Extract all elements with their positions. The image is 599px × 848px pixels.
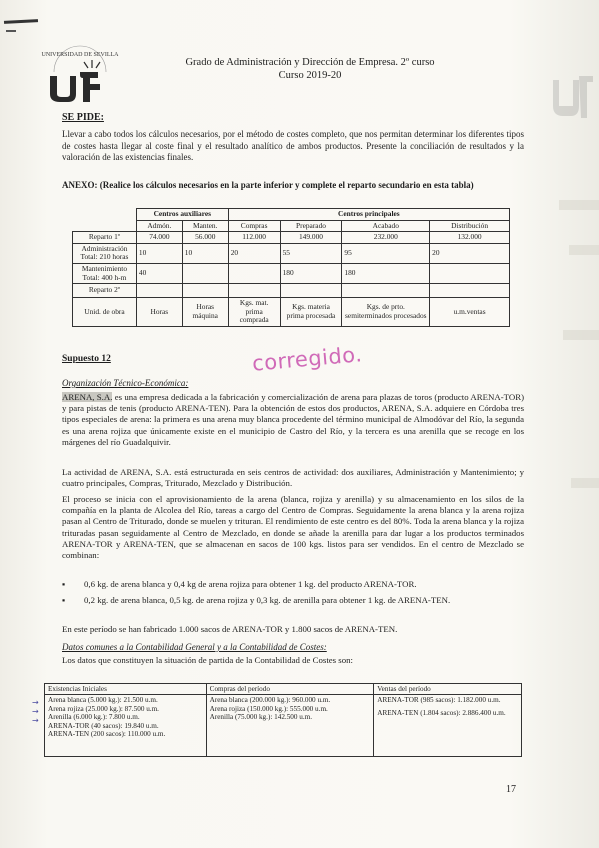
exercise-title: Supuesto 12 [62,354,111,364]
table-cell: 40 [136,263,182,283]
arrow-icon: → [32,698,39,707]
company-name-highlight: ARENA, S.A. [62,392,113,402]
list-item: ARENA-TEN (200 sacos): 110.000 u.m. [48,730,166,739]
list-item: Arenilla (6.000 kg.): 7.800 u.m. [48,713,140,722]
bleed-through-mark [569,245,599,255]
row-label: Reparto 1º [73,232,137,244]
table-cell: 132.000 [430,232,510,244]
list-item: Arena blanca (5.000 kg.): 21.500 u.m. [48,696,158,705]
handwritten-annotation: corregido. [251,342,364,376]
table-cell-initial-stocks [45,695,207,757]
table-corner [73,209,137,221]
bleed-through-mark [563,330,599,340]
table-cell: 149.000 [280,232,342,244]
instructions-paragraph: Llevar a cabo todos los cálculos necesarios, por el método de costes completo, que nos permitan determinar los diferentes tipos de costes hasta llegar al coste final y el resultado analítico de ambos productos. Presente la conciliación de resultados y la valoración de las existencias finales. [62,129,524,162]
table-cell [228,263,280,283]
university-logo [40,42,120,106]
group-header-main: Centros principales [228,209,509,221]
table-cell: 112.000 [228,232,280,244]
row-label: Unid. de obra [73,298,137,327]
table-cell-purchases [206,695,374,757]
section-heading-common-data: Datos comunes a la Contabilidad General y a la Contabilidad de Costes: [62,642,327,652]
section-heading-organization: Organización Técnico-Económica: [62,378,189,388]
table-corner [73,220,137,232]
table-cell: Kgs. de prto. semiterminados procesados [342,298,430,327]
table-cell: 56.000 [182,232,228,244]
table-header-row [45,684,522,695]
table-cell [430,284,510,298]
paragraph-data-intro: Los datos que constituyen la situación de partida de la Contabilidad de Costes son: [62,655,353,665]
logo-text: UNIVERSIDAD DE SEVILLA [41,52,119,58]
table-cell: 10 [182,243,228,263]
list-item [62,595,524,606]
table-cell [182,263,228,283]
table-row [73,284,510,298]
table-cell: 180 [342,263,430,283]
table-cell [228,284,280,298]
list-item: ARENA-TOR (985 sacos): 1.182.000 u.m. [377,696,501,705]
list-item: Arenilla (75.000 kg.): 142.500 u.m. [209,713,313,722]
initial-data-table [44,683,522,757]
column-header: Compras [228,220,280,232]
row-label: Reparto 2º [73,284,137,298]
table-cell: 74.000 [136,232,182,244]
bleed-through-mark [559,200,599,210]
paragraph-company-description [62,392,524,448]
table-row [73,263,510,283]
table-row [73,232,510,244]
column-header: Preparado [280,220,342,232]
paragraph-production: En este período se han fabricado 1.000 sacos de ARENA-TOR y 1.800 sacos de ARENA-TEN. [62,624,398,634]
column-header: Distribución [430,220,510,232]
pen-mark [4,19,38,24]
arrow-icon: → [32,707,39,716]
table-cell [280,284,342,298]
bullet-icon: ▪ [62,579,66,589]
table-cell [430,263,510,283]
header-course-title: Grado de Administración y Dirección de Empresa. 2º curso [185,57,435,68]
row-label: Mantenimiento Total: 400 h-m [73,263,137,283]
table-row [73,243,510,263]
arrow-icon: → [32,716,39,725]
column-header: Acabado [342,220,430,232]
table-cell: 95 [342,243,430,263]
section-heading-se-pide: SE PIDE: [62,112,104,123]
table-cell: 55 [280,243,342,263]
annex-heading: ANEXO: (Realice los cálculos necesarios en la parte inferior y complete el reparto secundario en esta tabla) [62,180,474,190]
list-item: Arena blanca (200.000 kg.): 960.000 u.m. [209,696,331,705]
bullet-icon: ▪ [62,595,66,605]
table-cell: u.m.ventas [430,298,510,327]
table-cell: 10 [136,243,182,263]
pen-mark-small [6,30,16,32]
table-cell: Kgs. mat. prima comprada [228,298,280,327]
list-item-text: 0,2 kg. de arena blanca, 0,5 kg. de arena rojiza y 0,3 kg. de arenilla para obtener 1 kg. de ARENA-TEN. [84,595,451,605]
bleed-through-logo [549,70,595,124]
table-row [73,298,510,327]
table-cell: 180 [280,263,342,283]
table-cell: 20 [430,243,510,263]
header-year: Curso 2019-20 [278,70,342,81]
paragraph-text: es una empresa dedicada a la fabricación y comercialización de arena para plazas de toros (producto ARENA-TOR) y para pistas de tenis (producto ARENA-TEN). Para la obtención de estos dos productos, ARENA, S.A. adquiere en Córdoba tres tipos especiales de arena: la primera es una arena muy blanca procedente del término municipal de Almodóvar del Río, la segunda es una arena rojiza que únicamente existe en el municipio de Castro del Río, y la tercera es una arenilla que se recoge en los márgenes del río Guadalquivir. [62,392,524,447]
table-cell [342,284,430,298]
column-header: Admón. [136,220,182,232]
group-header-auxiliary: Centros auxiliares [136,209,228,221]
column-header: Ventas del período [374,684,522,695]
paragraph-process: El proceso se inicia con el aprovisionamiento de la arena (blanca, rojiza y arenilla) y su almacenamiento en los silos de la compañía en la planta de Alcolea del Río, tareas a cargo del Centro de Compras. Seguidamente la arena blanca y la arena rojiza pasan al Centro de Triturado, donde se muelen y trituran. El rendimiento de este centro es del 80%. Toda la arena blanca y la rojiza trituradas pasan seguidamente al Centro de Mezclado, en donde se añade la arenilla para dar lugar a los productos terminados ARENA-TOR y ARENA-TEN, que se almacenan en sacos de 100 kgs. listos para ser vendidos. En el centro de Mezclado se combinan: [62,494,524,561]
list-item: ARENA-TEN (1.804 sacos): 2.886.400 u.m. [377,708,506,717]
column-header: Existencias Iniciales [45,684,207,695]
table-cell: Horas máquina [182,298,228,327]
table-cell: Horas [136,298,182,327]
list-item [62,579,524,590]
table-group-header-row [73,209,510,221]
page-number: 17 [506,784,516,795]
table-cell [136,284,182,298]
bleed-through-mark [571,478,599,488]
table-cell: 20 [228,243,280,263]
column-header: Manten. [182,220,228,232]
document-header [130,56,490,82]
row-label: Administración Total: 210 horas [73,243,137,263]
paragraph-activity-centers: La actividad de ARENA, S.A. está estructurada en seis centros de actividad: dos auxiliares, Administración y Mantenimiento; y cuatro principales, Compras, Triturado, Mezclado y Distribución. [62,467,524,489]
list-item: ARENA-TOR (40 sacos): 19.840 u.m. [48,721,159,730]
table-cell [182,284,228,298]
column-header: Compras del período [206,684,374,695]
table-cell-sales [374,695,522,757]
table-row [45,695,522,757]
table-cell: 232.000 [342,232,430,244]
table-cell: Kgs. materia prima procesada [280,298,342,327]
list-item-text: 0,6 kg. de arena blanca y 0,4 kg de arena rojiza para obtener 1 kg. del producto ARENA-TOR. [84,579,417,589]
cost-distribution-table [72,208,510,327]
table-column-header-row [73,220,510,232]
list-item: Arena rojiza (150.000 kg.): 555.000 u.m. [209,704,328,713]
svg-text:UNIVERSIDAD DE SEVILLA [42,52,120,58]
list-item: Arena rojiza (25.000 kg.): 87.500 u.m. [48,704,159,713]
